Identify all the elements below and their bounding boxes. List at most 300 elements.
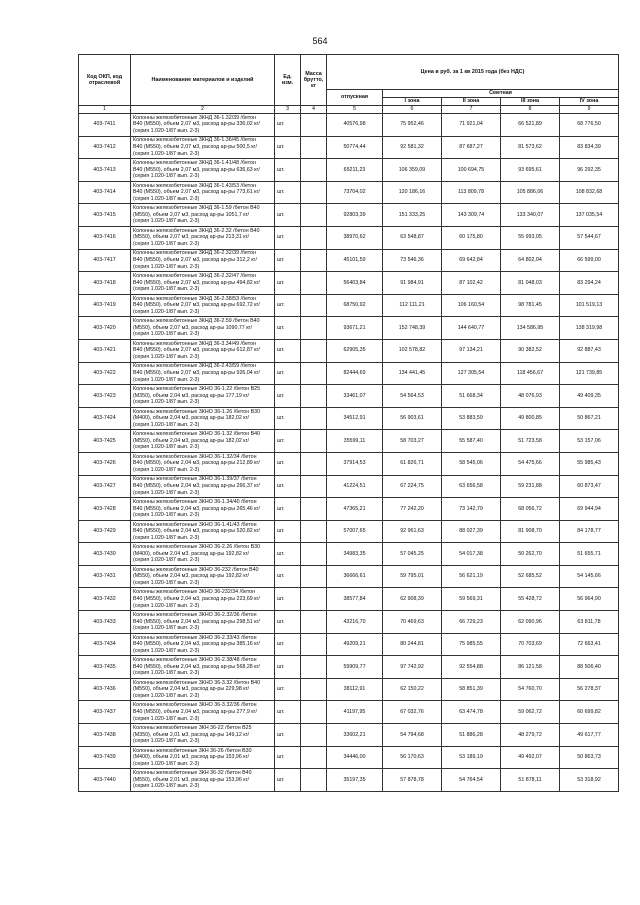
product-name-line: В40 (М550), объем 2,04 м3, расход ар-ры 266,37 кг/ — [133, 482, 260, 489]
release-price: 47365,21 — [327, 498, 383, 521]
product-name-line: Колонны железобетонные 3КНД 36-2.32/47 /бетон — [133, 273, 256, 280]
product-name-line: В40 (М550), объем 2,04 м3, расход ар-ры 385,16 кг/ — [133, 641, 260, 648]
zone-4-price: 51 655,71 — [560, 543, 619, 566]
zone-3-price: 90 382,52 — [501, 339, 560, 362]
product-name-line: (серия 1.020-1/87 вып. 2-3) — [133, 579, 200, 586]
product-name-line: Колонны железобетонные 3КНО 36-1.41/43 /бетон — [133, 521, 257, 528]
product-name-line: В40 (М550), объем 2,04 м3, расход ар-ры 223,69 кг/ — [133, 595, 260, 602]
zone-1-price: 59 795,01 — [383, 565, 442, 588]
product-name-line: Колонны железобетонные 3КНД 36-1.41/48 /бетон — [133, 160, 256, 167]
zone-1-price: 57 045,25 — [383, 543, 442, 566]
product-name-line: Колонны железобетонные 3КНО 36-1.34/40 /бетон — [133, 498, 257, 505]
zone-1-price: 80 244,81 — [383, 633, 442, 656]
mass-cell — [301, 543, 327, 566]
zone-1-price: 57 878,78 — [383, 769, 442, 792]
table-row — [79, 633, 619, 656]
unit-cell: шт. — [275, 249, 301, 272]
header-zone-1: I зона — [383, 98, 442, 106]
release-price: 33602,21 — [327, 724, 383, 747]
zone-2-price: 73 142,79 — [442, 498, 501, 521]
mass-cell — [301, 475, 327, 498]
page-number: 564 — [312, 36, 328, 46]
release-price: 45101,59 — [327, 249, 383, 272]
release-price: 82444,69 — [327, 362, 383, 385]
zone-1-price: 106 359,09 — [383, 159, 442, 182]
product-name-line: Колонны железобетонные 3КН 36-32 /бетон В40 — [133, 770, 252, 777]
product-name-line: Колонны железобетонные 3КН 36-26 /бетон В30 — [133, 747, 252, 754]
zone-4-price: 50 867,21 — [560, 407, 619, 430]
mass-cell — [301, 452, 327, 475]
zone-2-price: 143 309,74 — [442, 204, 501, 227]
unit-cell: шт. — [275, 769, 301, 792]
mass-cell — [301, 430, 327, 453]
unit-cell: шт. — [275, 520, 301, 543]
unit-cell: шт. — [275, 430, 301, 453]
unit-cell: шт. — [275, 272, 301, 295]
product-name — [131, 362, 275, 385]
table-row — [79, 339, 619, 362]
unit-cell: шт. — [275, 565, 301, 588]
zone-2-price: 88 027,39 — [442, 520, 501, 543]
release-price: 38112,91 — [327, 678, 383, 701]
product-name-line: В40 (М550), объем 2,07 м3, расход ар-ры 500,5 кг/ — [133, 144, 257, 151]
product-name-line: (серия 1.020-1/87 вып. 2-3) — [133, 760, 200, 767]
zone-4-price: 50 863,73 — [560, 746, 619, 769]
table-row — [79, 452, 619, 475]
product-name-line: В40 (М550), объем 2,07 м3, расход ар-ры 926,04 кг/ — [133, 370, 260, 377]
zone-3-price: 81 908,70 — [501, 520, 560, 543]
product-name — [131, 317, 275, 340]
product-name-line: (серия 1.020-1/87 вып. 2-3) — [133, 489, 200, 496]
zone-2-price: 55 587,40 — [442, 430, 501, 453]
product-code: 403-7417 — [79, 249, 131, 272]
table-row — [79, 701, 619, 724]
mass-cell — [301, 159, 327, 182]
release-price: 38577,84 — [327, 588, 383, 611]
release-price: 73704,02 — [327, 181, 383, 204]
zone-4-price: 53 157,06 — [560, 430, 619, 453]
product-code: 403-7411 — [79, 114, 131, 137]
product-name-line: (серия 1.020-1/87 вып. 2-3) — [133, 421, 200, 428]
zone-2-price: 113 809,78 — [442, 181, 501, 204]
mass-cell — [301, 136, 327, 159]
product-code: 403-7430 — [79, 543, 131, 566]
zone-4-price: 69 944,94 — [560, 498, 619, 521]
table-row — [79, 249, 619, 272]
zone-2-price: 97 134,21 — [442, 339, 501, 362]
product-name — [131, 249, 275, 272]
release-price: 92803,39 — [327, 204, 383, 227]
unit-cell: шт. — [275, 181, 301, 204]
zone-2-price: 54 764,54 — [442, 769, 501, 792]
product-name-line: (М350), объем 2,01 м3, расход ар-ры 149,12 кг/ — [133, 731, 250, 738]
unit-cell: шт. — [275, 724, 301, 747]
product-name-line: (серия 1.020-1/87 вып. 2-3) — [133, 308, 200, 315]
product-name-line: Колонны железобетонные 3КНД 36-2.43/59 /бетон — [133, 363, 256, 370]
table-body — [79, 114, 619, 792]
product-name — [131, 656, 275, 679]
product-code: 403-7439 — [79, 746, 131, 769]
unit-cell: шт. — [275, 114, 301, 137]
mass-cell — [301, 339, 327, 362]
zone-1-price: 61 826,71 — [383, 452, 442, 475]
zone-3-price: 105 886,06 — [501, 181, 560, 204]
product-name-line: Колонны железобетонные 3КНО 36-2.32/36 /бетон — [133, 611, 257, 618]
product-name-line: (М550), объем 2,07 м3, расход ар-ры 1051,7 кг/ — [133, 211, 250, 218]
product-name-line: В40 (М550), объем 2,04 м3, расход ар-ры 298,51 кг/ — [133, 618, 260, 625]
unit-cell: шт. — [275, 407, 301, 430]
release-price: 36666,61 — [327, 565, 383, 588]
unit-cell: шт. — [275, 611, 301, 634]
zone-4-price: 137 035,54 — [560, 204, 619, 227]
header-zone-2: II зона — [442, 98, 501, 106]
unit-cell: шт. — [275, 385, 301, 408]
zone-2-price: 53 883,59 — [442, 407, 501, 430]
product-name-line: (серия 1.020-1/87 вып. 2-3) — [133, 173, 200, 180]
product-name-line: (серия 1.020-1/87 вып. 2-3) — [133, 399, 200, 406]
product-name — [131, 339, 275, 362]
product-name — [131, 226, 275, 249]
product-name-line: Колонны железобетонные 3КНД 36-1.43/53 /бетон — [133, 182, 256, 189]
product-name — [131, 181, 275, 204]
product-name-line: (серия 1.020-1/87 вып. 2-3) — [133, 128, 200, 135]
mass-cell — [301, 633, 327, 656]
product-name-line: (М550), объем 2,04 м3, расход ар-ры 192,82 кг/ — [133, 573, 250, 580]
product-name-line: Колонны железобетонные 3КНО 36-2.26 /бетон В30 — [133, 544, 261, 551]
zone-4-price: 53 318,92 — [560, 769, 619, 792]
zone-4-price: 60 699,82 — [560, 701, 619, 724]
product-code: 403-7428 — [79, 498, 131, 521]
product-name-line: (М550), объем 2,07 м3, расход ар-ры 213,31 кг/ — [133, 234, 250, 241]
mass-cell — [301, 769, 327, 792]
table-row — [79, 181, 619, 204]
zone-4-price: 101 519,13 — [560, 294, 619, 317]
release-price: 34983,35 — [327, 543, 383, 566]
zone-3-price: 54 760,70 — [501, 678, 560, 701]
product-name-line: (серия 1.020-1/87 вып. 2-3) — [133, 150, 200, 157]
product-code: 403-7425 — [79, 430, 131, 453]
zone-1-price: 151 333,25 — [383, 204, 442, 227]
table-row — [79, 769, 619, 792]
header-zone-4: IV зона — [560, 98, 619, 106]
product-name-line: (серия 1.020-1/87 вып. 2-3) — [133, 512, 200, 519]
price-table — [78, 54, 619, 792]
product-name-line: В40 (М550), объем 2,04 м3, расход ар-ры 265,46 кг/ — [133, 505, 260, 512]
product-name — [131, 114, 275, 137]
zone-2-price: 63 656,58 — [442, 475, 501, 498]
column-number: 6 — [383, 106, 442, 114]
mass-cell — [301, 565, 327, 588]
product-name-line: Колонны железобетонные 3КНД 36-2.32/39 /бетон — [133, 250, 256, 257]
zone-4-price: 92 887,43 — [560, 339, 619, 362]
product-name-line: Колонны железобетонные 3КНО 36-232 /бетон В40 — [133, 566, 259, 573]
mass-cell — [301, 724, 327, 747]
product-name — [131, 498, 275, 521]
zone-2-price: 71 921,04 — [442, 114, 501, 137]
product-name-line: Колонны железобетонные 3КНД 36-1.36/45 /бетон — [133, 137, 256, 144]
product-code: 403-7437 — [79, 701, 131, 724]
release-price: 37914,53 — [327, 452, 383, 475]
product-code: 403-7415 — [79, 204, 131, 227]
zone-3-price: 48 076,93 — [501, 385, 560, 408]
header-mass: Масса брутто, кг — [301, 55, 327, 106]
zone-1-price: 62 908,39 — [383, 588, 442, 611]
zone-1-price: 152 748,39 — [383, 317, 442, 340]
zone-4-price: 96 292,35 — [560, 159, 619, 182]
table-row — [79, 724, 619, 747]
product-code: 403-7418 — [79, 272, 131, 295]
product-name-line: Колонны железобетонные 3КНД 36-2.32 /бетон В40 — [133, 227, 260, 234]
table-row — [79, 226, 619, 249]
product-name-line: Колонны железобетонные 3КНО 36-1.22 /бетон В25 — [133, 386, 261, 392]
zone-3-price: 50 262,70 — [501, 543, 560, 566]
zone-3-price: 134 586,95 — [501, 317, 560, 340]
table-row — [79, 746, 619, 769]
unit-cell: шт. — [275, 362, 301, 385]
zone-4-price: 68 776,50 — [560, 114, 619, 137]
product-code: 403-7426 — [79, 452, 131, 475]
product-name-line: Колонны железобетонные 3КНО 36-2.38/48 /бетон — [133, 657, 257, 664]
column-number: 5 — [327, 106, 383, 114]
unit-cell: шт. — [275, 475, 301, 498]
table-row — [79, 159, 619, 182]
zone-1-price: 77 242,20 — [383, 498, 442, 521]
product-name-line: (М400), объем 2,01 м3, расход ар-ры 153,96 кг/ — [133, 754, 250, 761]
zone-2-price: 87 687,27 — [442, 136, 501, 159]
unit-cell: шт. — [275, 701, 301, 724]
column-number: 2 — [131, 106, 275, 114]
table-row — [79, 678, 619, 701]
zone-2-price: 144 640,77 — [442, 317, 501, 340]
zone-3-price: 118 456,67 — [501, 362, 560, 385]
mass-cell — [301, 226, 327, 249]
mass-cell — [301, 114, 327, 137]
product-code: 403-7432 — [79, 588, 131, 611]
product-name-line: (серия 1.020-1/87 вып. 2-3) — [133, 602, 200, 609]
product-code: 403-7424 — [79, 407, 131, 430]
zone-2-price: 54 017,38 — [442, 543, 501, 566]
release-price: 57007,65 — [327, 520, 383, 543]
release-price: 65211,23 — [327, 159, 383, 182]
zone-2-price: 75 985,55 — [442, 633, 501, 656]
table-row — [79, 114, 619, 137]
product-name-line: Колонны железобетонные 3КНО 36-1.32/34 /бетон — [133, 453, 257, 460]
release-price: 49209,21 — [327, 633, 383, 656]
table-row — [79, 136, 619, 159]
zone-3-price: 48 279,72 — [501, 724, 560, 747]
mass-cell — [301, 407, 327, 430]
mass-cell — [301, 249, 327, 272]
product-name-line: Колонны железобетонные 3КН 36-22 /бетон В25 — [133, 724, 252, 731]
product-name — [131, 159, 275, 182]
zone-2-price: 58 851,39 — [442, 678, 501, 701]
zone-3-price: 51 878,11 — [501, 769, 560, 792]
product-code: 403-7429 — [79, 520, 131, 543]
zone-4-price: 83 834,39 — [560, 136, 619, 159]
zone-1-price: 56 903,61 — [383, 407, 442, 430]
zone-2-price: 63 474,78 — [442, 701, 501, 724]
product-code: 403-7419 — [79, 294, 131, 317]
product-name-line: В40 (М550), объем 2,04 м3, расход ар-ры 277,9 кг/ — [133, 708, 257, 715]
zone-4-price: 88 506,40 — [560, 656, 619, 679]
product-code: 403-7413 — [79, 159, 131, 182]
zone-2-price: 92 554,88 — [442, 656, 501, 679]
product-name-line: Колонны железобетонные 3КНД 36-2.59 /бетон В40 — [133, 318, 260, 325]
release-price: 59909,77 — [327, 656, 383, 679]
table-row — [79, 294, 619, 317]
mass-cell — [301, 498, 327, 521]
zone-1-price: 67 224,75 — [383, 475, 442, 498]
table-row — [79, 565, 619, 588]
product-name-line: (серия 1.020-1/87 вып. 2-3) — [133, 286, 200, 293]
release-price: 56403,84 — [327, 272, 383, 295]
unit-cell: шт. — [275, 226, 301, 249]
release-price: 43216,70 — [327, 611, 383, 634]
product-name-line: В40 (М550), объем 2,07 м3, расход ар-ры 612,87 кг/ — [133, 347, 260, 354]
column-number: 3 — [275, 106, 301, 114]
product-code: 403-7416 — [79, 226, 131, 249]
product-name-line: Колонны железобетонные 3КНО 36-1.26 /бетон В30 — [133, 408, 261, 415]
zone-4-price: 138 319,98 — [560, 317, 619, 340]
product-name-line: В40 (М550), объем 2,04 м3, расход ар-ры 520,82 кг/ — [133, 528, 260, 535]
product-name — [131, 272, 275, 295]
product-name — [131, 746, 275, 769]
zone-4-price: 55 985,43 — [560, 452, 619, 475]
product-name-line: (М550), объем 2,07 м3, расход ар-ры 1090,77 кг/ — [133, 324, 252, 331]
product-name-line: (серия 1.020-1/87 вып. 2-3) — [133, 444, 200, 451]
product-name — [131, 611, 275, 634]
zone-1-price: 67 032,76 — [383, 701, 442, 724]
mass-cell — [301, 204, 327, 227]
zone-1-price: 73 546,36 — [383, 249, 442, 272]
zone-3-price: 133 340,07 — [501, 204, 560, 227]
zone-4-price: 57 544,67 — [560, 226, 619, 249]
zone-4-price: 66 599,00 — [560, 249, 619, 272]
release-price: 50774,44 — [327, 136, 383, 159]
header-code: Код ОКП, код отраслевой — [79, 55, 131, 106]
product-name — [131, 430, 275, 453]
zone-3-price: 62 090,96 — [501, 611, 560, 634]
product-name-line: Колонны железобетонные 3КНО 36-3.32 /бетон В40 — [133, 679, 261, 686]
column-number: 9 — [560, 106, 619, 114]
table-row — [79, 611, 619, 634]
zone-1-price: 92 581,32 — [383, 136, 442, 159]
product-name-line: (серия 1.020-1/87 вып. 2-3) — [133, 670, 200, 677]
zone-4-price: 72 663,41 — [560, 633, 619, 656]
product-code: 403-7412 — [79, 136, 131, 159]
header-unit: Ед. изм. — [275, 55, 301, 106]
product-name-line: В40 (М550), объем 2,07 м3, расход ар-ры 692,72 кг/ — [133, 302, 260, 309]
zone-3-price: 51 723,58 — [501, 430, 560, 453]
product-name-line: (серия 1.020-1/87 вып. 2-3) — [133, 331, 200, 338]
product-name-line: (серия 1.020-1/87 вып. 2-3) — [133, 647, 200, 654]
unit-cell: шт. — [275, 294, 301, 317]
zone-4-price: 63 811,78 — [560, 611, 619, 634]
zone-3-price: 54 475,66 — [501, 452, 560, 475]
release-price: 34446,00 — [327, 746, 383, 769]
mass-cell — [301, 317, 327, 340]
product-name-line: (серия 1.020-1/87 вып. 2-3) — [133, 354, 200, 361]
product-name-line: (серия 1.020-1/87 вып. 2-3) — [133, 715, 200, 722]
zone-2-price: 58 545,06 — [442, 452, 501, 475]
zone-2-price: 66 729,23 — [442, 611, 501, 634]
mass-cell — [301, 701, 327, 724]
product-name — [131, 565, 275, 588]
product-name-line: В40 (М550), объем 2,07 м3, расход ар-ры 494,82 кг/ — [133, 279, 260, 286]
zone-2-price: 100 694,75 — [442, 159, 501, 182]
zone-3-price: 49 800,85 — [501, 407, 560, 430]
product-name — [131, 769, 275, 792]
unit-cell: шт. — [275, 339, 301, 362]
header-zone-3: III зона — [501, 98, 560, 106]
unit-cell: шт. — [275, 452, 301, 475]
product-code: 403-7414 — [79, 181, 131, 204]
unit-cell: шт. — [275, 317, 301, 340]
product-name-line: (серия 1.020-1/87 вып. 2-3) — [133, 557, 200, 564]
zone-1-price: 102 578,82 — [383, 339, 442, 362]
product-name-line: (серия 1.020-1/87 вып. 2-3) — [133, 263, 200, 270]
product-code: 403-7423 — [79, 385, 131, 408]
product-name — [131, 452, 275, 475]
release-price: 35599,11 — [327, 430, 383, 453]
zone-3-price: 68 056,72 — [501, 498, 560, 521]
column-number: 8 — [501, 106, 560, 114]
release-price: 35197,35 — [327, 769, 383, 792]
zone-1-price: 97 742,92 — [383, 656, 442, 679]
table-row — [79, 430, 619, 453]
zone-4-price: 83 294,24 — [560, 272, 619, 295]
release-price: 68750,92 — [327, 294, 383, 317]
header-price-group: Цена в руб. за 1 кв 2015 года (без НДС) — [327, 55, 619, 90]
release-price: 33461,07 — [327, 385, 383, 408]
zone-4-price: 108 832,68 — [560, 181, 619, 204]
zone-2-price: 51 668,34 — [442, 385, 501, 408]
product-code: 403-7433 — [79, 611, 131, 634]
product-code: 403-7427 — [79, 475, 131, 498]
zone-2-price: 53 189,19 — [442, 746, 501, 769]
zone-3-price: 55 993,05 — [501, 226, 560, 249]
product-name-line: (серия 1.020-1/87 вып. 2-3) — [133, 625, 200, 632]
zone-2-price: 69 642,84 — [442, 249, 501, 272]
product-code: 403-7438 — [79, 724, 131, 747]
product-name-line: (М550), объем 2,04 м3, расход ар-ры 229,98 кг/ — [133, 686, 250, 693]
mass-cell — [301, 588, 327, 611]
product-code: 403-7431 — [79, 565, 131, 588]
unit-cell: шт. — [275, 204, 301, 227]
zone-3-price: 70 703,69 — [501, 633, 560, 656]
zone-2-price: 59 569,31 — [442, 588, 501, 611]
unit-cell: шт. — [275, 159, 301, 182]
release-price: 41224,51 — [327, 475, 383, 498]
zone-1-price: 91 984,91 — [383, 272, 442, 295]
product-name — [131, 407, 275, 430]
product-name-line: Колонны железобетонные 3КНО 36-3.32/36 /бетон — [133, 702, 257, 709]
zone-1-price: 70 469,63 — [383, 611, 442, 634]
zone-3-price: 59 062,72 — [501, 701, 560, 724]
zone-4-price: 49 409,35 — [560, 385, 619, 408]
product-name-line: (серия 1.020-1/87 вып. 2-3) — [133, 534, 200, 541]
product-name — [131, 385, 275, 408]
product-name-line: В40 (М550), объем 2,04 м3, расход ар-ры 212,89 кг/ — [133, 460, 260, 467]
product-name-line: Колонны железобетонные 3КНО 36-232/34 /бетон — [133, 589, 256, 596]
table-row — [79, 407, 619, 430]
product-code: 403-7435 — [79, 656, 131, 679]
mass-cell — [301, 746, 327, 769]
unit-cell: шт. — [275, 498, 301, 521]
mass-cell — [301, 294, 327, 317]
unit-cell: шт. — [275, 656, 301, 679]
mass-cell — [301, 181, 327, 204]
